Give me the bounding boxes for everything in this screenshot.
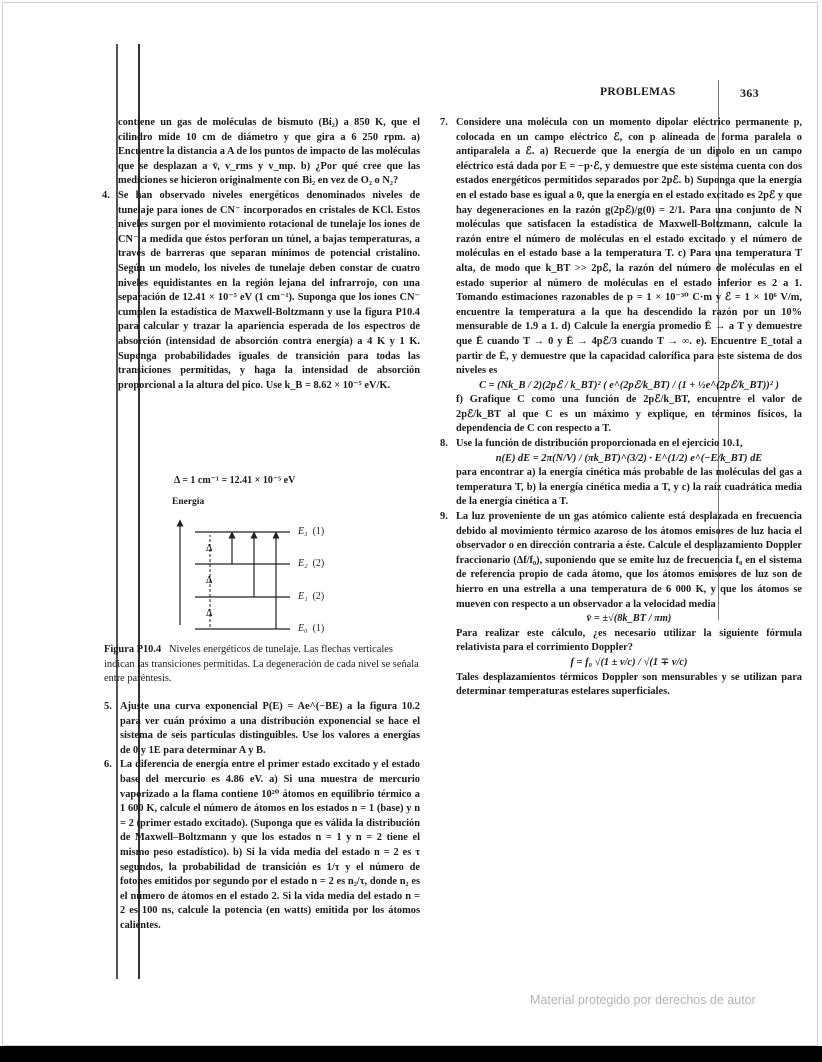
problem-text: Se han observado niveles energéticos denominados niveles de tunelaje para iones de CN⁻ incorporados en cristales de KCl. Estos niveles surgen por el movimiento rotacional de tunelaje los iones de CN⁻ a medida que éstos perforan un túnel, a bajas temperaturas, a través de barreras que separan mínimos de potencial cristalino. Según un modelo, los niveles de tunelaje deben constar de cuatro niveles equidistantes en la región lejana del infrarrojo, con una separación de 12.41 × 10⁻⁵ eV (1 cm⁻¹). Suponga que los iones CN⁻ cumplen la estadística de Maxwell-Boltzmann y use la figura P10.4 para calcular y trazar la apariencia esperada de los espectros de absorción (intensidad de absorción contra energía) a 4 K y 1 K. Suponga probabilidades iguales de transición para todas las transiciones permitidas, y haga la intensidad de absorción proporcional a la altura del pico. Use k_B = 8.62 × 10⁻⁵ eV/K. xyxy=(118,189,420,391)
energy-axis-label: Energía xyxy=(172,497,205,507)
doppler-equation: f = f₀ √(1 ± v/c) / √(1 ∓ v/c) xyxy=(570,656,688,668)
left-column xyxy=(102,116,420,393)
problem-4 xyxy=(102,189,420,393)
section-title: PROBLEMAS xyxy=(600,86,676,98)
problem-9 xyxy=(440,510,802,700)
mean-velocity-equation: v̄ = ±√(8k_BT / πm) xyxy=(586,613,672,625)
svg-text:Δ: Δ xyxy=(206,575,213,586)
problem-text: Use la función de distribución proporcionada en el ejercicio 10.1, xyxy=(456,438,743,450)
level-e2-label: E₂ (2) xyxy=(298,558,325,569)
problem-5 xyxy=(104,700,420,758)
copyright-watermark: Material protegido por derechos de autor xyxy=(530,993,756,1007)
level-e3-label: E₃ (1) xyxy=(298,526,325,537)
problem-number: 4. xyxy=(102,189,110,201)
caption-label: Figura P10.4 xyxy=(104,644,162,655)
figure-caption xyxy=(104,643,422,687)
problem-text: La luz proveniente de un gas atómico caliente está desplazada en frecuencia debido al movimiento térmico azaroso de los átomos emisores de luz hacia el observador o en dirección contraria a éste. Calcule el desplazamiento Doppler fraccionario (Δf/f₀), suponiendo que se emite luz de frecuencia f₀ en el sistema de referencia propio de cada átomo, que los átomos emisores de luz son de hierro en una estrella a una temperatura de 6 000 K, y que los átomos se mueven con respecto a un observador a la velocidad media xyxy=(456,511,802,610)
bottom-bar xyxy=(0,1046,822,1062)
distribution-equation: n(E) dE = 2π(N/V) / (πk_BT)^(3/2) · E^(1/2) e^(−E/k_BT) dE xyxy=(495,452,763,464)
level-e1-label: E₁ (2) xyxy=(298,591,325,602)
right-column xyxy=(440,116,802,700)
delta-definition: Δ = 1 cm⁻¹ = 12.41 × 10⁻⁵ eV xyxy=(174,475,296,486)
problem-number: 7. xyxy=(440,117,448,128)
energy-level-diagram xyxy=(150,475,390,640)
problem-number: 8. xyxy=(440,438,448,450)
heat-capacity-equation: C = (Nk_B / 2)(2pℰ / k_BT)² ( e^(2pℰ/k_BT) / (1 + ½e^(2pℰ/k_BT))² ) xyxy=(479,379,779,391)
caption-text: Niveles energéticos de tunelaje. Las flechas verticales indican las transiciones permitidas. La degeneración de cada nivel se señala entre paréntesis. xyxy=(104,644,419,685)
problem-number: 5. xyxy=(104,701,112,712)
problem-text-part-f: f) Grafique C como una función de 2pℰ/k_BT, encuentre el valor de 2pℰ/k_BT al que C es un máximo y explique, en términos físicos, la dependencia de C con respecto a T. xyxy=(456,394,802,435)
figure-p10-4 xyxy=(150,475,390,640)
svg-text:Δ: Δ xyxy=(206,543,213,554)
problem-text: Ajuste una curva exponencial P(E) = Ae^(−BE) a la figura 10.2 para ver cuán próximo a una distribución exponencial se hace el sistema de seis partículas distinguibles. Use los valores a energías de 0 y 1E para determinar A y B. xyxy=(120,701,420,756)
problem-7 xyxy=(440,116,802,437)
problem-8 xyxy=(440,437,802,510)
problem-text-mid: Para realizar este cálculo, ¿es necesario utilizar la siguiente fórmula relativista para el corrimiento Doppler? xyxy=(456,627,802,654)
svg-text:Δ: Δ xyxy=(206,608,213,619)
problem-6 xyxy=(104,758,420,933)
problem-text: Considere una molécula con un momento dipolar eléctrico permanente p, colocada en un campo eléctrico ℰ, con p alineada de forma paralela o antiparalela a ℰ. a) Recuerde que la energía de un dipolo en un campo eléctrico está dada por E = −p·ℰ, y demuestre que este sistema cuenta con dos estados energéticos permitidos separados por 2pℰ. b) Suponga que la energía en el estado base es igual a 0, que la energía en el estado excitado es 2pℰ y que hay degeneraciones en la razón g(2pℰ)/g(0) = 2/1. Para una conjunto de N moléculas que satisfacen la estadística de Maxwell-Boltzmann, calcule la razón entre el número de moléculas en el estado excitado y el número de moléculas en el estado base a la temperatura T. c) Para una temperatura T alta, de modo que k_BT >> 2pℰ, la razón del número de moléculas en el estado superior al número de moléculas en el estado inferior es 2 a 1. Tomando estimaciones razonables de p = 1 × 10⁻³⁰ C·m y ℰ = 1 × 10⁶ V/m, encuentre la temperatura a la que ha descendido la razón por un 10% mensurable de 1.9 a 1. d) Calcule la energía promedio Ē → a T y demuestre que Ē cuando T → 0 y Ē → 4pℰ/3 cuando T → ∞. e). Encuentre E_total a partir de Ē, y demuestre que la capacidad calorífica para este sistema de dos niveles es xyxy=(456,117,802,377)
left-column-lower xyxy=(104,700,420,934)
problem-text-after: para encontrar a) la energía cinética más probable de las moléculas del gas a temperatura T, b) la energía cinética media a T, y c) la raíz cuadrática media de la energía cinética a T. xyxy=(456,467,802,508)
page-number: 363 xyxy=(740,86,759,100)
problem-text-end: Tales desplazamientos térmicos Doppler son mensurables y se utilizan para determinar temperaturas estelares superficiales. xyxy=(456,671,802,698)
problem-3-continuation: contiene un gas de moléculas de bismuto (Bi₂) a 850 K, que el cilindro mide 10 cm de diámetro y que gira a 6 250 rpm. a) Encuentre la distancia a A de los puntos de impacto de las moléculas que se desplazan a v̄, v_rms y v_mp. b) ¿Por qué cree que las mediciones se hicieron originalmente con Bi₂ en vez de O₂ o N₂? xyxy=(118,117,420,187)
page-header xyxy=(600,86,759,100)
level-e0-label: E₀ (1) xyxy=(298,623,325,634)
problem-text: La diferencia de energía entre el primer estado excitado y el estado base del mercurio es 4.86 eV. a) Si una muestra de mercurio vaporizado a la flama contiene 10²⁰ átomos en equilibrio térmico a 1 600 K, calcule el número de átomos en los estados n = 1 (base) y n = 2 (primer estado excitado). (Suponga que es válida la distribución de Maxwell–Boltzmann y que los estados n = 1 y n = 2 tiene el mismo peso estadístico). b) Si la vida media del estado n = 2 es τ segundos, la probabilidad de transición es 1/τ y el número de fotones emitidos por segundo por el estado n = 2 es n₂/τ, donde n₂ es el número de átomos en el estado 2. Si la vida media del estado n = 2 es 100 ns, calcule la potencia (en watts) emitida por los átomos calientes. xyxy=(120,759,420,931)
problem-number: 9. xyxy=(440,511,448,523)
problem-number: 6. xyxy=(104,759,112,771)
